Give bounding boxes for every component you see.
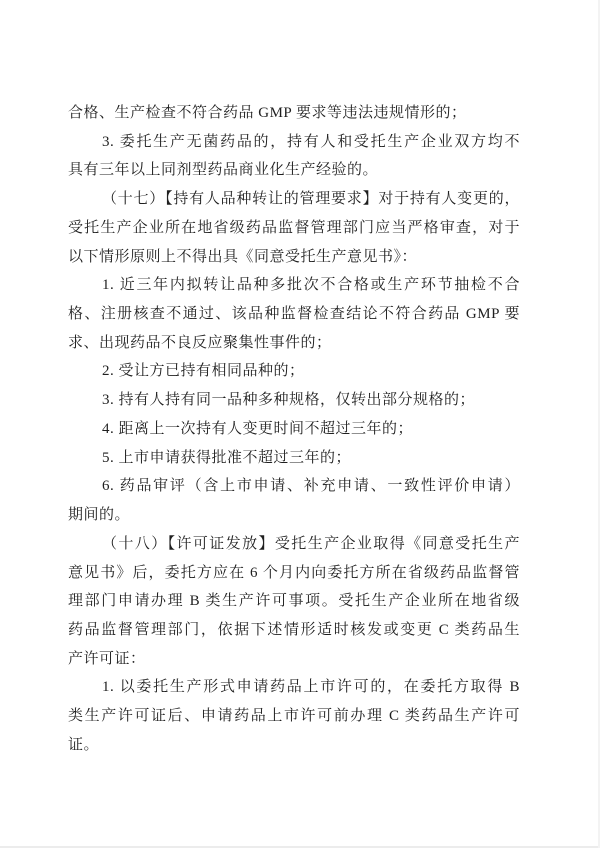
text-line: 3. 委托生产无菌药品的，持有人和受托生产企业双方均不: [102, 133, 520, 150]
text-line: 格、注册核查不通过、该品种监督检查结论不符合药品 GMP 要: [68, 306, 520, 323]
text-line: 意见书》后，委托方应在 6 个月内向委托方所在省级药品监督管: [68, 564, 520, 581]
text-line: 以下情形原则上不得出具《同意受托生产意见书》：: [68, 248, 418, 265]
text-line: 5. 上市申请获得批准不超过三年的；: [102, 449, 352, 466]
text-line: 合格、生产检查不符合药品 GMP 要求等违法违规情形的；: [68, 105, 467, 121]
text-line: 期间的。: [68, 507, 131, 524]
text-line: 2. 受让方已持有相同品种的；: [102, 363, 305, 380]
document-body: [68, 99, 520, 760]
text-line: 产许可证：: [68, 650, 146, 667]
text-line: （十八）【许可证发放】受托生产企业取得《同意受托生产: [102, 535, 520, 552]
text-line: （十七）【持有人品种转让的管理要求】对于持有人变更的，: [102, 191, 520, 208]
text-line: 受托生产企业所在地省级药品监督管理部门应当严格审查，对于: [68, 219, 520, 236]
text-line: 4. 距离上一次持有人变更时间不超过三年的；: [102, 420, 414, 437]
text-line: 求、出现药品不良反应聚集性事件的；: [68, 334, 332, 351]
text-line: 具有三年以上同剂型药品商业化生产经验的。: [68, 162, 379, 179]
text-line: 药品监督管理部门，依据下述情形适时核发或变更 C 类药品生: [68, 621, 520, 638]
text-line: 类生产许可证后、申请药品上市许可前办理 C 类药品生产许可: [68, 708, 520, 725]
text-line: 6. 药品审评（含上市申请、补充申请、一致性评价申请）: [102, 478, 520, 495]
text-line: 理部门申请办理 B 类生产许可事项。受托生产企业所在地省级: [68, 593, 520, 610]
text-line: 1. 以委托生产形式申请药品上市许可的，在委托方取得 B: [102, 679, 520, 696]
text-line: 证。: [68, 736, 100, 753]
text-line: 3. 持有人持有同一品种多种规格，仅转出部分规格的；: [102, 392, 476, 409]
text-line: 1. 近三年内拟转让品种多批次不合格或生产环节抽检不合: [102, 277, 520, 294]
